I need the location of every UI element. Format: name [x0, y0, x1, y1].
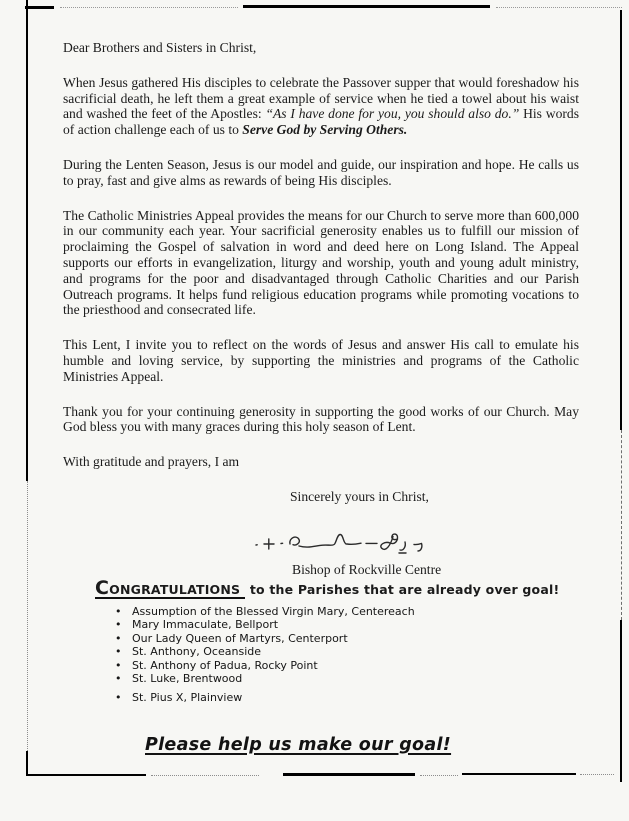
scripture-quote: “As I have done for you, you should also do.” [265, 106, 520, 122]
bishop-signature [253, 524, 579, 560]
salutation: Dear Brothers and Sisters in Christ, [63, 40, 257, 55]
announcement-heading [95, 577, 565, 599]
paragraph-passover [63, 75, 579, 138]
parish-list-item: • Our Lady Queen of Martyrs, Centerport [115, 632, 565, 645]
scan-artifact-left-edge-bottom [26, 751, 28, 776]
parish-list-item: • Assumption of the Blessed Virgin Mary, Centereach [115, 605, 565, 618]
paragraph-appeal-mission: The Catholic Ministries Appeal provides the means for our Church to serve more than 600,000 in our community each year. Your sacrificial generosity enables us to fulfill our mission of proclaiming the Gospel of salvation in word and deed here on Long Island. The Appeal supports our efforts in evangelization, liturgy and worship, youth and young adult ministry, and programs for the poor and disadvantaged through Catholic Charities and our Parish Outreach programs. It helps fund religious education programs while promoting vocations to the priesthood and consecrated life. [63, 207, 579, 318]
paragraph-thanks: Thank you for your continuing generosity in supporting the good works of our Church. May God bless you with many graces during this holy season of Lent. [63, 403, 579, 435]
scan-artifact-bottom-dots-1 [151, 775, 259, 776]
parish-list-item: • St. Anthony, Oceanside [115, 645, 565, 658]
scan-artifact-top-line-center [243, 5, 490, 8]
scan-artifact-right-edge-line [620, 10, 622, 430]
scan-artifact-right-edge-bottom [620, 620, 622, 782]
scan-artifact-top-dots-left [60, 7, 238, 8]
scan-artifact-left-edge-dots [27, 481, 28, 751]
paragraph-passover-text-2: His words of action challenge each of us to [63, 106, 579, 138]
scan-artifact-left-edge-line [26, 0, 28, 481]
scan-artifact-right-edge-dots [621, 430, 622, 620]
scan-artifact-bottom-dots-2 [420, 775, 458, 776]
scan-artifact-bottom-line-3 [462, 773, 576, 775]
scan-artifact-bottom-line-1 [28, 774, 146, 776]
paragraph-invitation: This Lent, I invite you to reflect on the words of Jesus and answer His call to emulate his humble and loving service, by supporting the ministries and programs of the Catholic Ministries Appeal. [63, 337, 579, 384]
signature-scribble-icon [253, 524, 443, 560]
parish-list-item: • St. Pius X, Plainview [115, 691, 565, 704]
announcement-heading-tail: to the Parishes that are already over goal! [249, 582, 560, 597]
parish-list-item: • St. Luke, Brentwood [115, 672, 565, 685]
paragraph-lenten-season: During the Lenten Season, Jesus is our model and guide, our inspiration and hope. He calls us to pray, fast and give alms as rewards of being His disciples. [63, 156, 579, 188]
congratulations-rest: ONGRATULATIONS [109, 582, 241, 597]
announcement-section [95, 577, 565, 705]
serve-god-emphasis: Serve God by Serving Others. [242, 122, 408, 138]
congratulations-initial: C [95, 577, 110, 599]
valediction: Sincerely yours in Christ, [290, 488, 429, 504]
footer-slogan: Please help us make our goal! [145, 735, 452, 755]
scan-artifact-top-dots-right [496, 7, 622, 8]
parish-list-item: • St. Anthony of Padua, Rocky Point [115, 659, 565, 672]
letter-body [63, 40, 579, 597]
paragraph-passover-text: When Jesus gathered His disciples to celebrate the Passover supper that would foreshadow his sacrificial death, he left them a great example of service when he tied a towel about his waist and washed the feet of the Apostles: [63, 74, 579, 122]
parish-list-item: • Mary Immaculate, Bellport [115, 618, 565, 631]
congratulations-word [95, 577, 245, 599]
closing-line: With gratitude and prayers, I am [63, 454, 240, 470]
parish-list [115, 605, 565, 705]
scan-artifact-top-line-left [25, 6, 54, 9]
scan-artifact-bottom-dots-3 [580, 774, 614, 775]
signer-title: Bishop of Rockville Centre [292, 561, 442, 577]
scan-artifact-bottom-line-2 [283, 773, 415, 776]
